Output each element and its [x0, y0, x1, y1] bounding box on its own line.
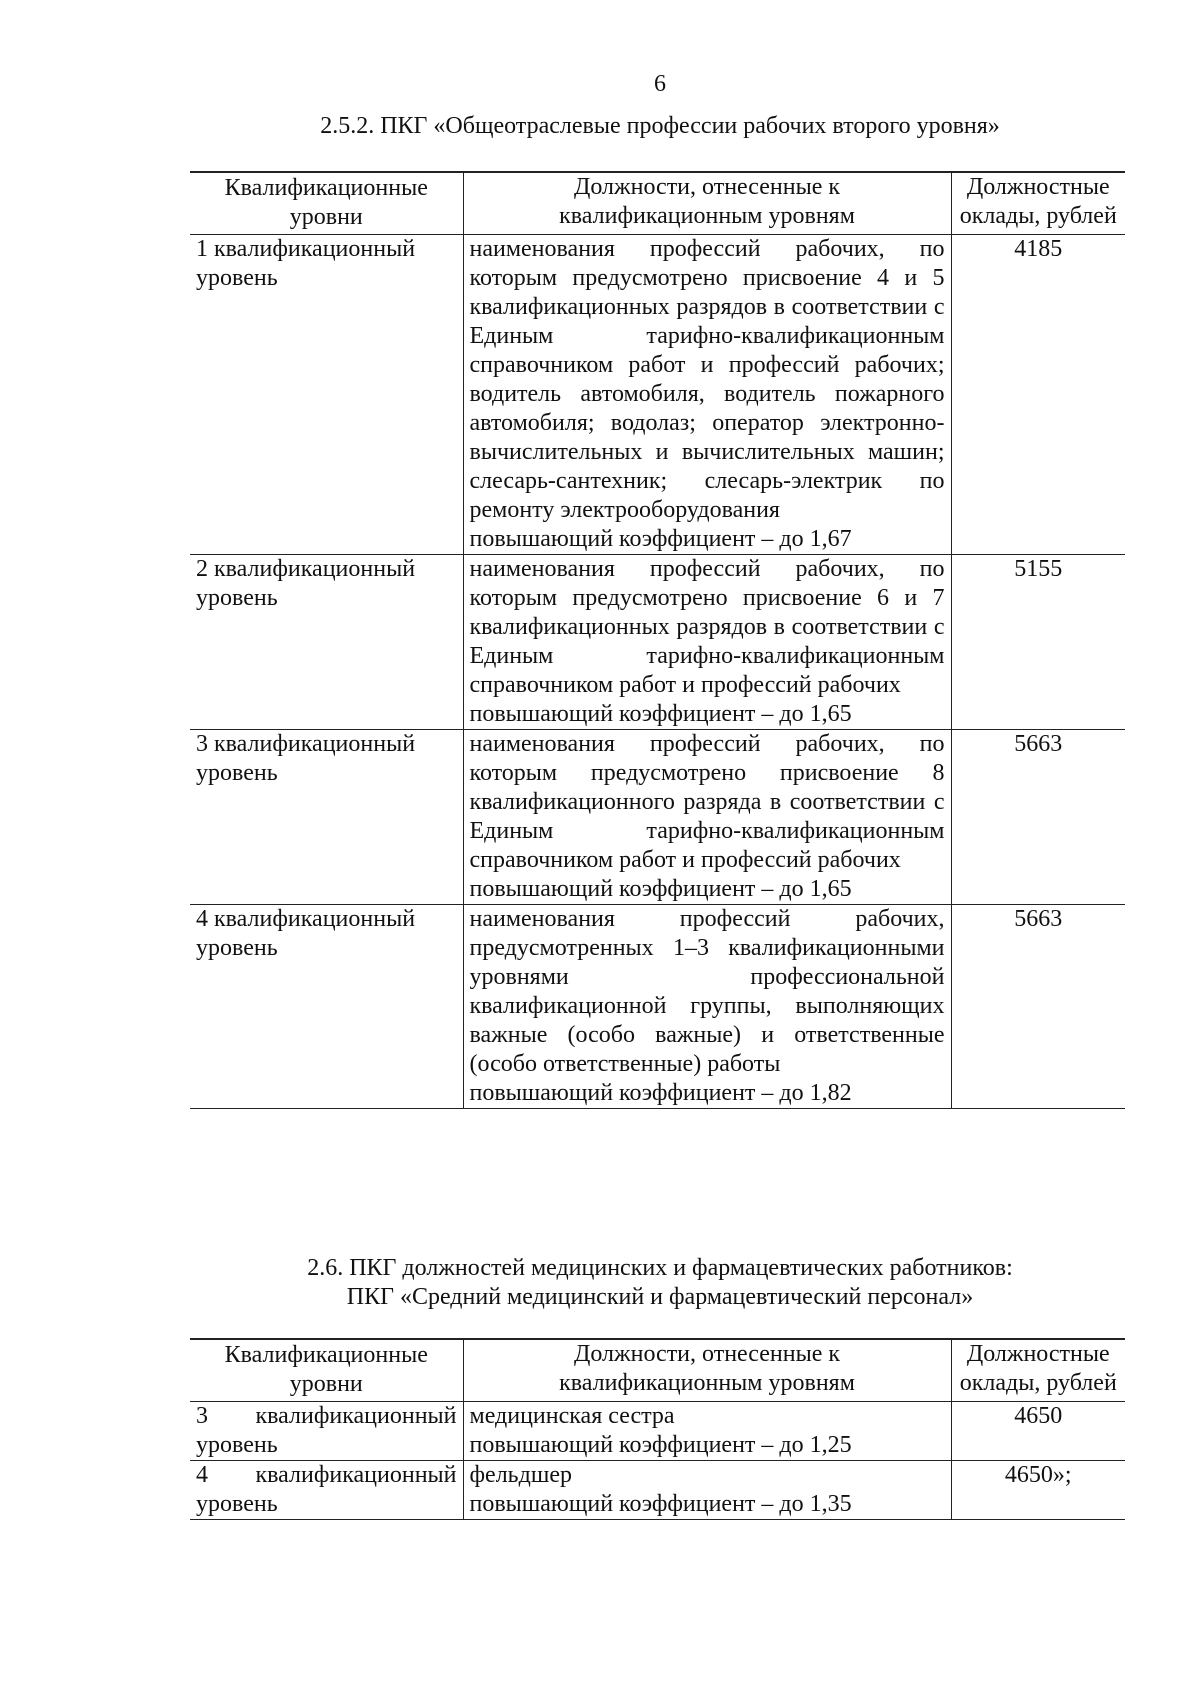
qualification-level: 3 квалификационный уровень: [190, 730, 463, 905]
table-medical-staff: [190, 1338, 1125, 1520]
table-row: [190, 1402, 1125, 1461]
salary-value: 5663: [951, 730, 1125, 905]
section-heading-line2: ПКГ «Средний медицинский и фармацевтический персонал»: [346, 1284, 974, 1310]
header-salaries: Должностные оклады, рублей: [951, 1339, 1125, 1402]
salary-value: 4650»;: [951, 1461, 1125, 1520]
qualification-level: 3 квалификационный уровень: [190, 1402, 463, 1461]
position-cell: [463, 730, 951, 905]
page-number: 6: [654, 71, 666, 97]
position-description: наименования профессий рабочих, по которым предусмотрено присвоение 8 квалификационного разряда в соответствии с Единым тарифно-квалификационным справочником работ и профессий рабочих: [469, 731, 945, 873]
qualification-level: 4 квалификационный уровень: [190, 1461, 463, 1520]
raising-coefficient: повышающий коэффициент – до 1,82: [469, 1080, 852, 1106]
position-cell: [463, 905, 951, 1109]
section-heading-2-6: [60, 1254, 1200, 1312]
position-description: медицинская сестра: [469, 1403, 675, 1429]
salary-value: 5155: [951, 555, 1125, 730]
header-qualification-levels: Квалификационные уровни: [190, 1339, 463, 1402]
header-positions: Должности, отнесенные к квалификационным уровням: [463, 1339, 951, 1402]
raising-coefficient: повышающий коэффициент – до 1,65: [469, 876, 852, 902]
raising-coefficient: повышающий коэффициент – до 1,67: [469, 526, 852, 552]
section-heading-line1: 2.6. ПКГ должностей медицинских и фармацевтических работников:: [307, 1255, 1013, 1281]
table-header-row: [190, 172, 1125, 235]
position-cell: [463, 1461, 951, 1520]
table-row: [190, 555, 1125, 730]
position-description: наименования профессий рабочих, по которым предусмотрено присвоение 6 и 7 квалификационных разрядов в соответствии с Единым тарифно-квалификационным справочником работ и профессий рабочих: [469, 556, 945, 698]
table-row: [190, 1461, 1125, 1520]
salary-value: 5663: [951, 905, 1125, 1109]
position-cell: [463, 235, 951, 555]
position-cell: [463, 555, 951, 730]
table-row: [190, 905, 1125, 1109]
raising-coefficient: повышающий коэффициент – до 1,65: [469, 701, 852, 727]
qualification-level: 2 квалификационный уровень: [190, 555, 463, 730]
position-description: наименования профессий рабочих, предусмотренных 1–3 квалификационными уровнями профессиональной квалификационной группы, выполняющих важные (особо важные) и ответственные (особо ответственные) работы: [469, 906, 945, 1077]
qualification-level: 4 квалификационный уровень: [190, 905, 463, 1109]
table-workers-level-2: [190, 171, 1125, 1109]
position-description: фельдшер: [469, 1462, 572, 1488]
table-row: [190, 235, 1125, 555]
table-row: [190, 730, 1125, 905]
section-heading-2-5-2: 2.5.2. ПКГ «Общеотраслевые профессии рабочих второго уровня»: [320, 113, 1000, 139]
salary-value: 4185: [951, 235, 1125, 555]
header-positions: Должности, отнесенные к квалификационным уровням: [463, 172, 951, 235]
header-qualification-levels: Квалификационные уровни: [190, 172, 463, 235]
header-salaries: Должностные оклады, рублей: [951, 172, 1125, 235]
raising-coefficient: повышающий коэффициент – до 1,35: [469, 1491, 852, 1517]
table-header-row: [190, 1339, 1125, 1402]
position-cell: [463, 1402, 951, 1461]
position-description: наименования профессий рабочих, по которым предусмотрено присвоение 4 и 5 квалификационных разрядов в соответствии с Единым тарифно-квалификационным справочником работ и профессий рабочих; водитель автомобиля, водитель пожарного автомобиля; водолаз; оператор электронно-вычислительных и вычислительных машин; слесарь-сантехник; слесарь-электрик по ремонту электрооборудования: [469, 236, 945, 523]
qualification-level: 1 квалификационный уровень: [190, 235, 463, 555]
raising-coefficient: повышающий коэффициент – до 1,25: [469, 1432, 852, 1458]
salary-value: 4650: [951, 1402, 1125, 1461]
